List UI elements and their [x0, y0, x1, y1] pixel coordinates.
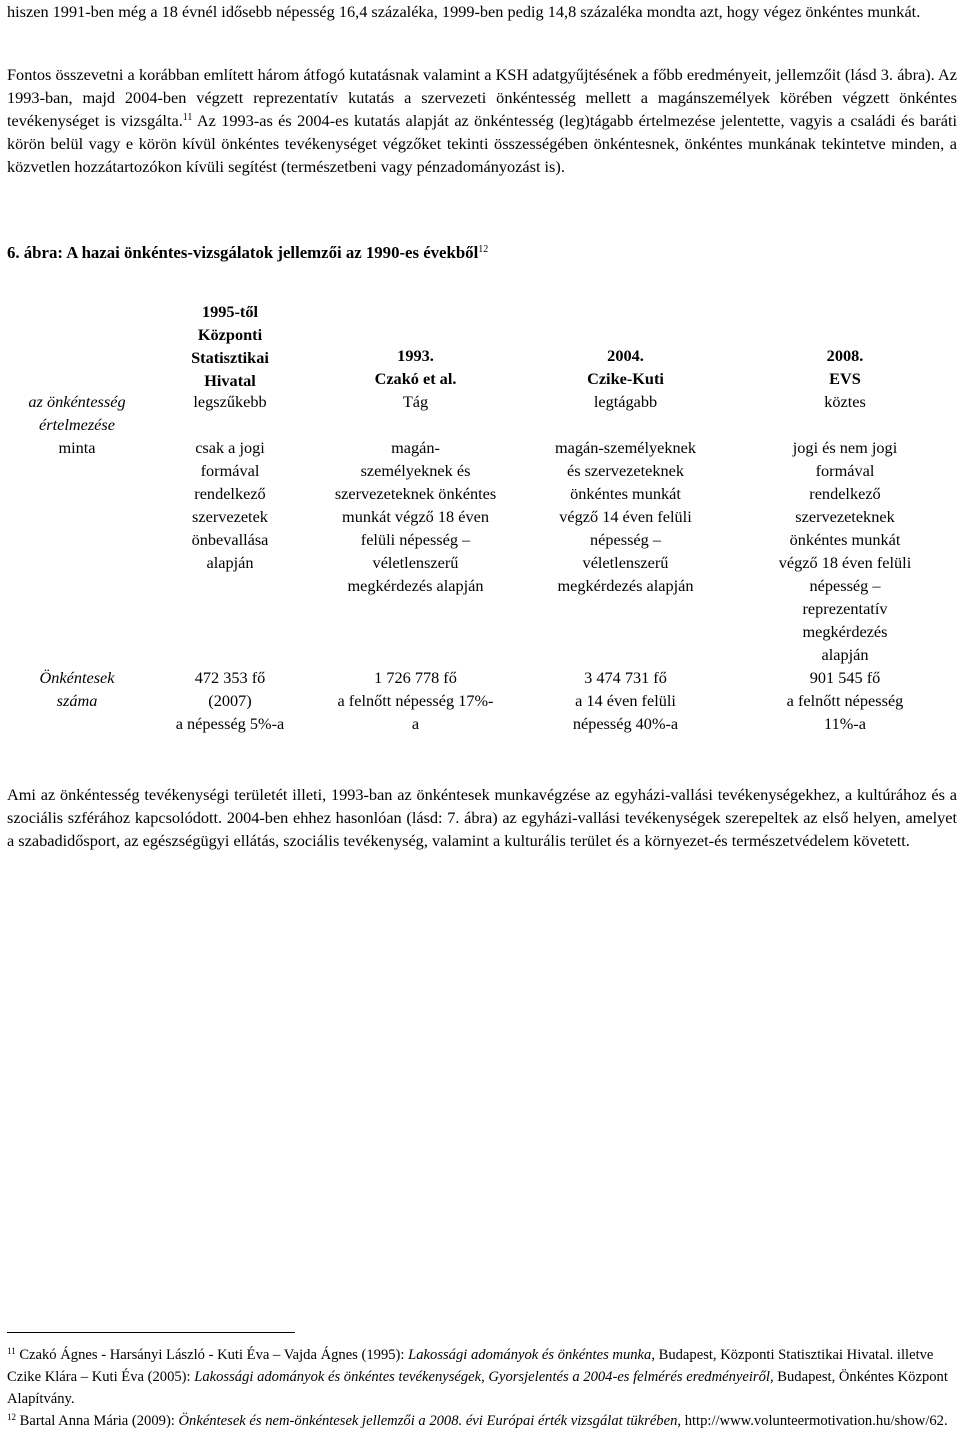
footnote-text: Czakó Ágnes - Harsányi László - Kuti Éva – Vajda Ágnes (1995): [15, 1347, 409, 1363]
row-label-count: Önkéntesek száma [39, 668, 115, 710]
footnote-text: Bartal Anna Mária (2009): [16, 1413, 179, 1429]
table-cell: legszűkebb [193, 392, 267, 411]
footnote-12 [7, 1410, 957, 1432]
row-label-sample: minta [58, 438, 96, 457]
table-cell: 3 474 731 fő a 14 éven felüli népesség 40%-a [572, 668, 679, 733]
row-label-meaning: az önkéntesség értelmezése [28, 392, 126, 434]
footnote-number: 11 [7, 1346, 16, 1356]
table-cell: csak a jogi formával rendelkező szervezetek önbevallása alapján [191, 438, 269, 572]
paragraph-comparison-text-a: Fontos összevetni a korábban említett három átfogó kutatásnak valamint a KSH adatgyűjtésének a főbb eredményeit, jellemzőit (lásd 3. ábra). Az 1993-ban, majd 2004-ben végzett reprezentatív kutatás a szervezeti önkéntesség mellett a magánszemélyek körében végzett önkéntes tevékenységet is vizsgálta. [7, 65, 957, 130]
comparison-table [7, 300, 957, 746]
header-cell-1993: 1993. Czakó et al. [374, 346, 457, 388]
table-header-row [7, 300, 957, 390]
table-row-meaning [7, 390, 957, 436]
table-cell: magán- személyeknek és szervezeteknek önkéntes munkát végző 18 éven felüli népesség – véletlenszerű megkérdezés alapján [334, 438, 497, 595]
footnote-ref-11[interactable]: 11 [182, 112, 193, 123]
table-cell: Tág [402, 392, 429, 411]
figure-caption [7, 241, 488, 264]
header-cell-2004: 2004. Czike-Kuti [587, 346, 664, 388]
footnotes [7, 1344, 957, 1432]
table-row-count [7, 666, 957, 746]
table-cell: 901 545 fő a felnőtt népesség 11%-a [786, 668, 904, 733]
footnote-ref-12[interactable]: 12 [478, 244, 489, 255]
header-cell-ksh: 1995-től Központi Statisztikai Hivatal [191, 302, 269, 390]
footnote-text: , Budapest, Önkéntes Központ Alapítvány. [7, 1369, 948, 1407]
paragraph-activity-areas: Ami az önkéntesség tevékenységi területét illeti, 1993-ban az önkéntesek munkavégzése az egyházi-vallási tevékenységekhez, a kultúrához és a szociális szférához kapcsolódott. 2004-ben ehhez hasonlóan (lásd: 7. ábra) az egyházi-vallási tevékenységek szerepeltek az első helyen, amelyet a szabadidősport, az egészségügyi ellátás, szociális tevékenység, valamint a kulturális terület és a környezet-és természetvédelem követett. [7, 785, 957, 850]
table-cell: 1 726 778 fő a felnőtt népesség 17%- a [337, 668, 494, 733]
table-cell: magán-személyeknek és szervezeteknek önkéntes munkát végző 14 éven felüli népesség – véletlenszerű megkérdezés alapján [554, 438, 697, 595]
paragraph-comparison-text-b: Az 1993-as és 2004-es kutatás alapját az önkéntesség (leg)tágabb értelmezése jelentette, vagyis a családi és baráti körön belül vagy e körön kívül önkéntes tevékenységet végzőket tekinti összességében önkéntesnek, önkéntes munkának tekintetve minden, a közvetlen hozzátartozókon kívüli segítést (természetbeni vagy pénzadományozást is). [7, 111, 957, 176]
paragraph-comparison [7, 63, 957, 178]
footnote-divider [7, 1332, 295, 1333]
footnote-number: 12 [7, 1412, 16, 1422]
table-cell: legtágabb [593, 392, 658, 411]
table-row-sample [7, 436, 957, 666]
footnote-title: Lakossági adományok és önkéntes munka [408, 1347, 652, 1363]
footnote-title: Önkéntesek és nem-önkéntesek jellemzői a 2008. évi Európai érték vizsgálat tükrében [178, 1413, 678, 1429]
table-cell: köztes [824, 392, 866, 411]
paragraph-intro: hiszen 1991-ben még a 18 évnél idősebb népesség 16,4 százaléka, 1999-ben pedig 14,8 százaléka mondta azt, hogy végez önkéntes munkát. [7, 2, 921, 21]
header-cell-2008: 2008. EVS [826, 346, 864, 388]
footnote-11 [7, 1344, 957, 1410]
table-cell: 472 353 fő (2007) a népesség 5%-a [175, 668, 285, 733]
footnote-text: , Budapest, Központi Statisztikai Hivatal. illetve Czike Klára – Kuti Éva (2005): [7, 1347, 934, 1385]
table-cell: jogi és nem jogi formával rendelkező szervezeteknek önkéntes munkát végző 18 éven felüli népesség – reprezentatív megkérdezés alapján [778, 438, 912, 664]
footnote-link[interactable]: , http://www.volunteermotivation.hu/show/62. [677, 1413, 948, 1429]
figure-caption-text: 6. ábra: A hazai önkéntes-vizsgálatok jellemzői az 1990-es évekből [7, 243, 479, 262]
footnote-title: Lakossági adományok és önkéntes tevékenységek, Gyorsjelentés a 2004-es felmérés eredményeiről [194, 1369, 770, 1385]
